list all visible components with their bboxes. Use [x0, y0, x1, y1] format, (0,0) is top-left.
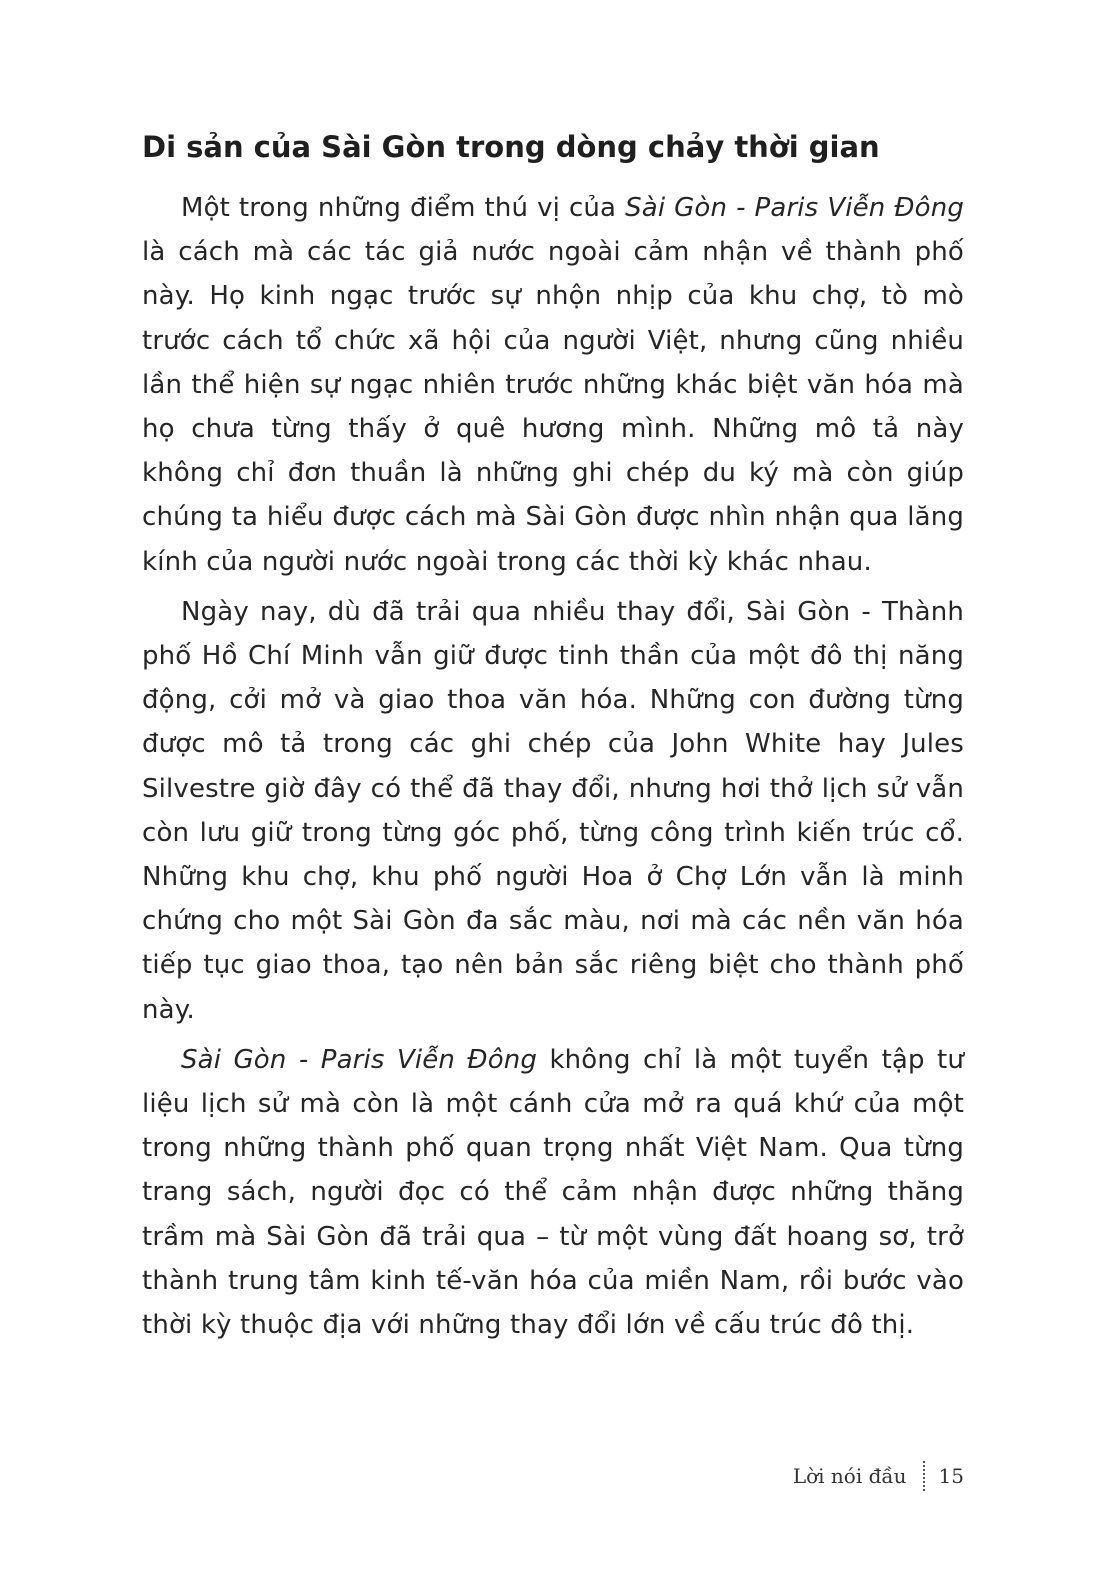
paragraph-1-book-title: Sài Gòn - Paris Viễn Đông: [625, 193, 964, 223]
footer-divider: [923, 1461, 925, 1491]
paragraph-1-text-before: Một trong những điểm thú vị của: [181, 193, 626, 223]
paragraph-3-text-after: không chỉ là một tuyển tập tư liệu lịch sử mà còn là một cánh cửa mở ra quá khứ của một trong những thành phố quan trọng nhất Việt Nam. Qua từng trang sách, người đọc có thể cảm nhận được những thăng trầm mà Sài Gòn đã trải qua – từ một vùng đất hoang sơ, trở thành trung tâm kinh tế-văn hóa của miền Nam, rồi bước vào thời kỳ thuộc địa với những thay đổi lớn về cấu trúc đô thị.: [142, 1044, 964, 1341]
paragraph-1: [142, 186, 964, 584]
page-footer: [793, 1458, 964, 1494]
section-heading: Di sản của Sài Gòn trong dòng chảy thời gian: [142, 130, 880, 164]
running-footer-section: Lời nói đầu: [792, 1464, 907, 1488]
paragraph-1-text-after: là cách mà các tác giả nước ngoài cảm nhận về thành phố này. Họ kinh ngạc trước sự nhộn nhịp của khu chợ, tò mò trước cách tổ chức xã hội của người Việt, nhưng cũng nhiều lần thể hiện sự ngạc nhiên trước những khác biệt văn hóa mà họ chưa từng thấy ở quê hương mình. Những mô tả này không chỉ đơn thuần là những ghi chép du ký mà còn giúp chúng ta hiểu được cách mà Sài Gòn được nhìn nhận qua lăng kính của người nước ngoài trong các thời kỳ khác nhau.: [142, 237, 964, 577]
page-number: 15: [938, 1464, 964, 1488]
paragraph-3: [142, 1038, 964, 1347]
body-text: [142, 186, 964, 1353]
paragraph-2-text: Ngày nay, dù đã trải qua nhiều thay đổi, Sài Gòn - Thành phố Hồ Chí Minh vẫn giữ được tinh thần của một đô thị năng động, cởi mở và giao thoa văn hóa. Những con đường từng được mô tả trong các ghi chép của John White hay Jules Silvestre giờ đây có thể đã thay đổi, nhưng hơi thở lịch sử vẫn còn lưu giữ trong từng góc phố, từng công trình kiến trúc cổ. Những khu chợ, khu phố người Hoa ở Chợ Lớn vẫn là minh chứng cho một Sài Gòn đa sắc màu, nơi mà các nền văn hóa tiếp tục giao thoa, tạo nên bản sắc riêng biệt cho thành phố này.: [142, 596, 964, 1025]
paragraph-2: [142, 590, 964, 1032]
book-page: [142, 0, 964, 1575]
paragraph-3-book-title: Sài Gòn - Paris Viễn Đông: [181, 1044, 538, 1075]
